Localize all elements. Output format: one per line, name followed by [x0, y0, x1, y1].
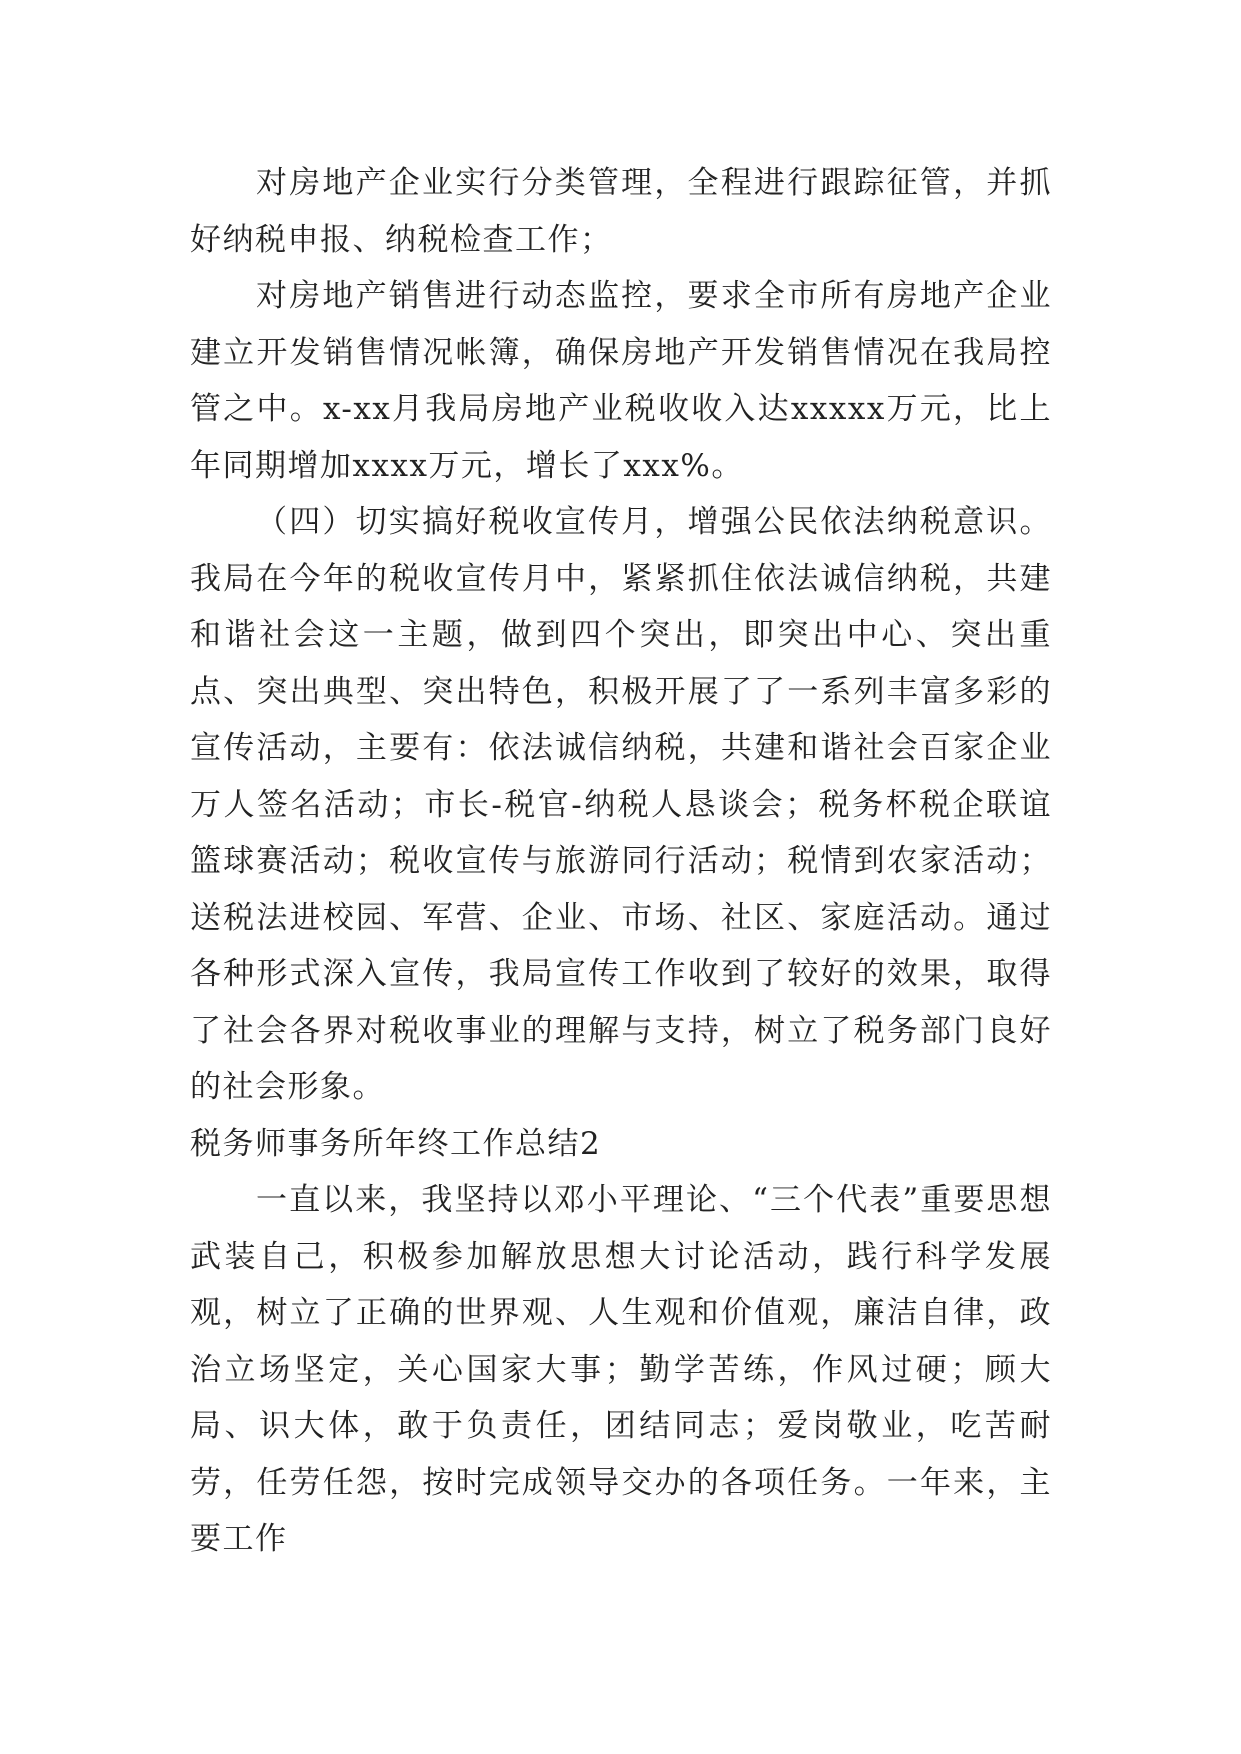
paragraph-real-estate-classification: 对房地产企业实行分类管理，全程进行跟踪征管，并抓好纳税申报、纳税检查工作； [190, 165, 1052, 258]
paragraph-tax-publicity-month: （四）切实搞好税收宣传月，增强公民依法纳税意识。我局在今年的税收宣传月中，紧紧抓住依法诚信纳税，共建和谐社会这一主题，做到四个突出，即突出中心、突出重点、突出典型、突出特色，积极开展了了一系列丰富多彩的宣传活动，主要有：依法诚信纳税，共建和谐社会百家企业万人签名活动；市长-税官-纳税人恳谈会；税务杯税企联谊篮球赛活动；税收宣传与旅游同行活动；税情到农家活动；送税法进校园、军营、企业、市场、社区、家庭活动。通过各种形式深入宣传，我局宣传工作收到了较好的效果，取得了社会各界对税收事业的理解与支持，树立了税务部门良好的社会形象。 [190, 504, 1052, 1105]
paragraph-real-estate-sales-monitoring: 对房地产销售进行动态监控，要求全市所有房地产企业建立开发销售情况帐簿，确保房地产开发销售情况在我局控管之中。x-xx月我局房地产业税收收入达xxxxx万元，比上年同期增加xxxx万元，增长了xxx%。 [190, 278, 1052, 484]
section-title: 税务师事务所年终工作总结2 [190, 1125, 602, 1162]
document-body [190, 155, 1052, 1568]
paragraph-self-summary: 一直以来，我坚持以邓小平理论、“三个代表”重要思想武装自己，积极参加解放思想大讨论活动，践行科学发展观，树立了正确的世界观、人生观和价值观，廉洁自律，政治立场坚定，关心国家大事；勤学苦练，作风过硬；顾大局、识大体，敢于负责任，团结同志；爱岗敬业，吃苦耐劳，任劳任怨，按时完成领导交办的各项任务。一年来，主要工作 [190, 1182, 1052, 1557]
